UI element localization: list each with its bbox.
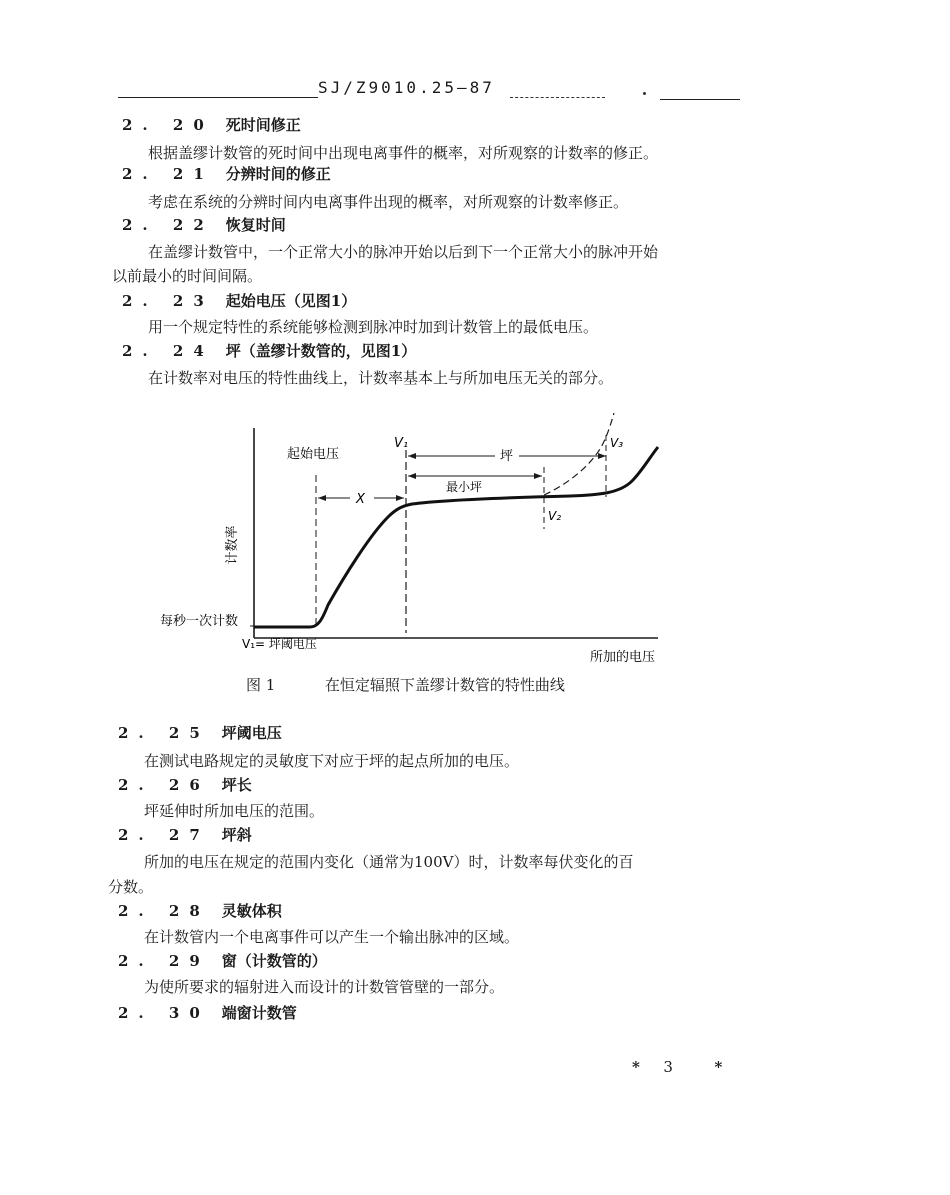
v2-label: V₂ — [548, 509, 562, 523]
y-axis-label: 计数率 — [225, 525, 240, 565]
plateau-label: 坪 — [500, 449, 514, 464]
header-rule-far — [660, 99, 740, 100]
term-definition-continued: 分数。 — [108, 878, 154, 896]
page-footer — [632, 1058, 722, 1076]
header-dot — [643, 92, 646, 95]
v1-top-label: V₁ — [394, 436, 409, 451]
page-number: 3 — [663, 1058, 673, 1076]
figure-caption — [246, 674, 565, 695]
term-definition: 坪延伸时所加电压的范围。 — [144, 802, 325, 820]
x-axis-label: 所加的电压 — [590, 650, 656, 665]
header-rule-right — [510, 97, 605, 98]
header-rule-left — [118, 97, 318, 98]
x-arrow-right — [396, 495, 404, 501]
term-heading: 2. 20 死时间修正 — [122, 116, 301, 134]
term-definition: 在计数率对电压的特性曲线上，计数率基本上与所加电压无关的部分。 — [148, 369, 614, 387]
term-definition: 在盖缪计数管中，一个正常大小的脉冲开始以后到下一个正常大小的脉冲开始 — [148, 243, 659, 261]
term-heading: 2. 27 坪斜 — [118, 826, 252, 844]
start-voltage-label: 起始电压 — [287, 447, 340, 462]
x-label: X — [356, 492, 365, 507]
page-header — [0, 78, 950, 108]
figure-number: 图 1 — [246, 676, 276, 694]
min-plateau-arrow-right — [534, 473, 542, 479]
term-definition: 为使所要求的辐射进入而设计的计数管管壁的一部分。 — [144, 978, 505, 996]
footer-star-left: * — [632, 1058, 640, 1076]
term-heading: 2. 28 灵敏体积 — [118, 902, 282, 920]
term-heading: 2. 21 分辨时间的修正 — [122, 165, 331, 183]
characteristic-curve-figure — [150, 405, 690, 705]
term-definition: 所加的电压在规定的范围内变化（通常为100V）时，计数率每伏变化的百 — [144, 853, 634, 871]
term-heading: 2. 26 坪长 — [118, 776, 252, 794]
term-heading: 2. 24 坪（盖缪计数管的，见图1） — [122, 342, 417, 360]
figure-caption-text: 在恒定辐照下盖缪计数管的特性曲线 — [324, 676, 565, 694]
term-definition: 在计数管内一个电离事件可以产生一个输出脉冲的区域。 — [144, 928, 520, 946]
term-definition: 考虑在系统的分辨时间内电离事件出现的概率，对所观察的计数率修正。 — [148, 193, 629, 211]
term-definition: 在测试电路规定的灵敏度下对应于坪的起点所加的电压。 — [144, 752, 520, 770]
term-definition: 根据盖缪计数管的死时间中出现电离事件的概率，对所观察的计数率的修正。 — [148, 144, 659, 162]
min-plateau-arrow-left — [408, 473, 416, 479]
term-heading: 2. 22 恢复时间 — [122, 216, 286, 234]
v3-label: V₃ — [610, 436, 624, 450]
term-heading: 2. 25 坪阈电压 — [118, 724, 282, 742]
dashed-continuation-curve — [544, 413, 614, 495]
term-heading: 2. 29 窗（计数管的） — [118, 952, 327, 970]
plateau-arrow-right — [598, 453, 606, 459]
plateau-arrow-left — [408, 453, 416, 459]
term-definition: 用一个规定特性的系统能够检测到脉冲时加到计数管上的最低电压。 — [148, 318, 599, 336]
document-code: SJ/Z9010.25—87 — [318, 78, 495, 97]
term-heading: 2. 30 端窗计数管 — [118, 1004, 297, 1022]
footer-star-right: * — [714, 1058, 723, 1076]
one-count-label: 每秒一次计数 — [160, 614, 239, 629]
x-arrow-left — [318, 495, 326, 501]
characteristic-curve — [254, 447, 658, 627]
term-definition-continued: 以前最小的时间间隔。 — [112, 267, 263, 285]
min-plateau-label: 最小坪 — [446, 480, 483, 494]
term-heading: 2. 23 起始电压（见图1） — [122, 292, 357, 310]
threshold-label: V₁= 坪阈电压 — [242, 637, 317, 651]
